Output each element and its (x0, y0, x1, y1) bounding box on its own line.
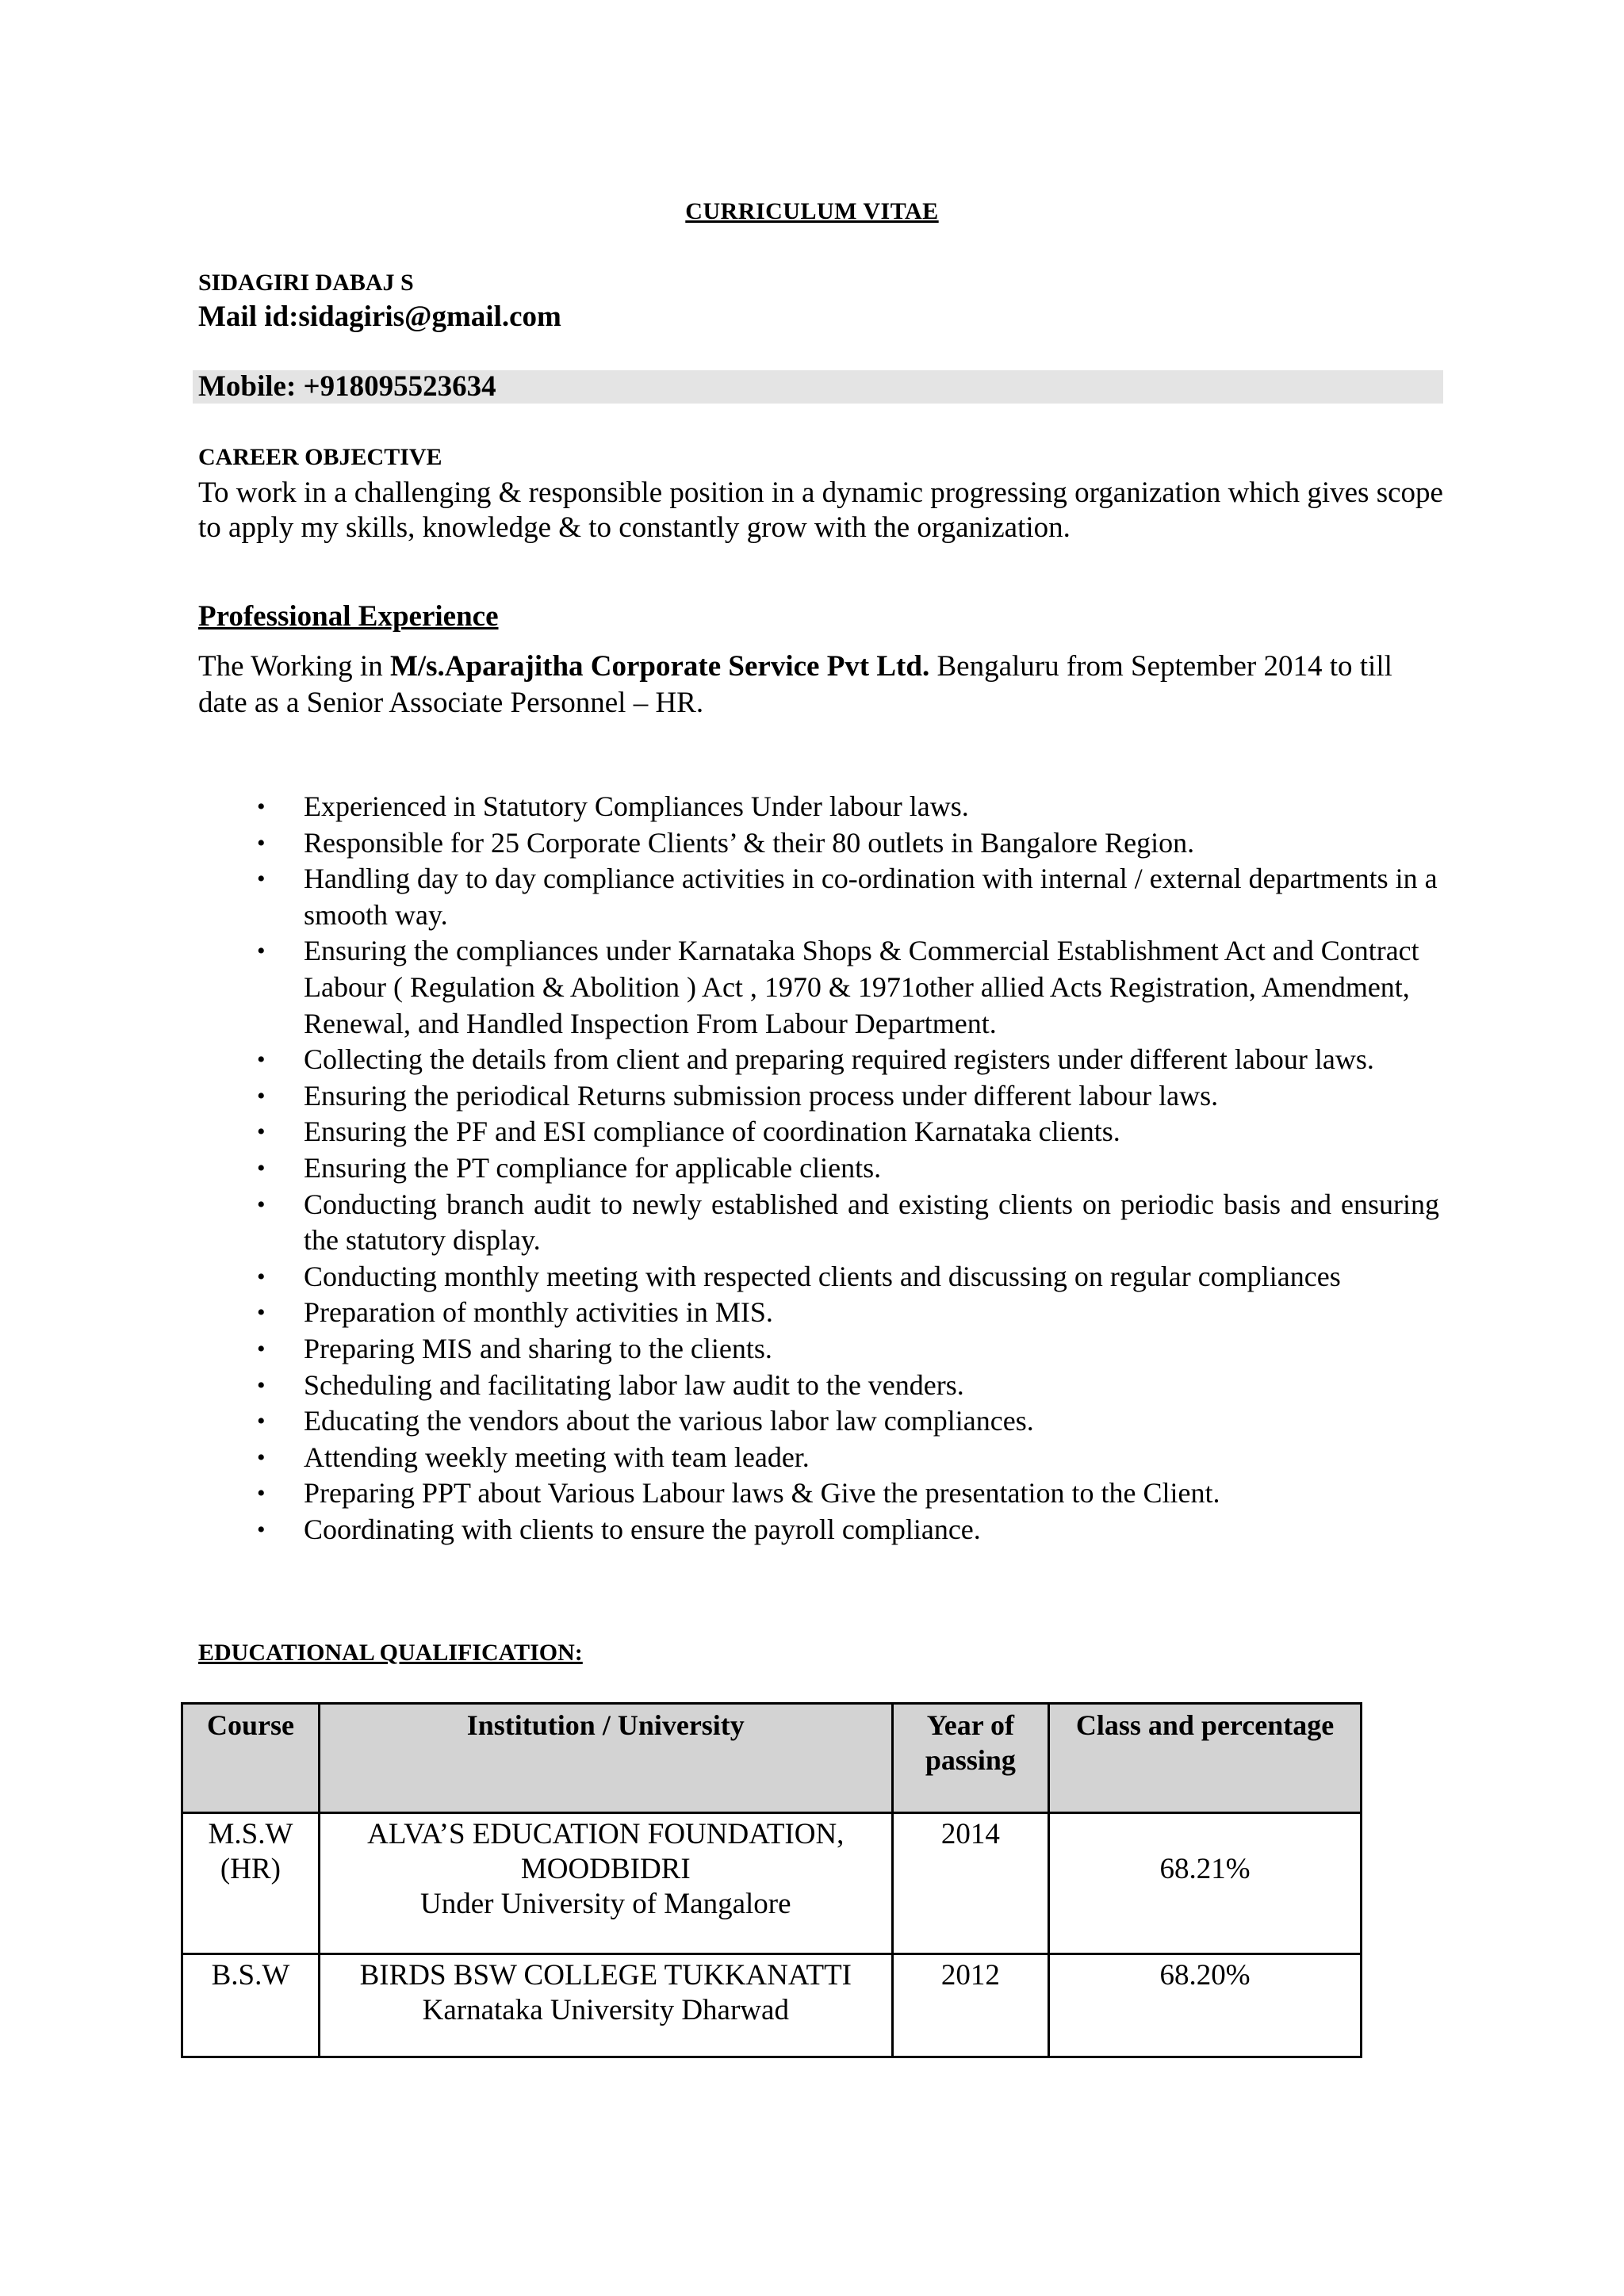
bullet-icon: • (257, 1299, 266, 1326)
bullet-icon: • (257, 1047, 266, 1073)
list-item: • Educating the vendors about the various labor law compliances. (198, 1403, 1439, 1440)
career-objective-heading: CAREER OBJECTIVE (198, 444, 442, 470)
course-cell: B.S.W (182, 1954, 320, 2057)
bullet-icon: • (257, 1263, 266, 1290)
bullet-icon: • (257, 829, 266, 856)
intro-suffix: Bengaluru from September 2014 to till date as a Senior Associate Personnel – HR. (198, 650, 1392, 719)
list-item: • Conducting monthly meeting with respected clients and discussing on regular compliances (198, 1259, 1439, 1295)
column-header-institution: Institution / University (319, 1704, 892, 1813)
duties-list (198, 789, 1439, 1548)
list-item: • Experienced in Statutory Compliances Under labour laws. (198, 789, 1439, 825)
table-header-row (182, 1704, 1362, 1813)
company-name: M/s.Aparajitha Corporate Service Pvt Ltd. (389, 650, 930, 683)
career-objective-text: To work in a challenging & responsible position in a dynamic progressing organization which gives scope to apply my skills, knowledge & to constantly grow with the organization. (198, 476, 1443, 544)
list-item: • Preparation of monthly activities in MIS. (198, 1295, 1439, 1331)
list-item: • Ensuring the PF and ESI compliance of coordination Karnataka clients. (198, 1114, 1439, 1150)
percentage-cell: 68.20% (1049, 1954, 1362, 2057)
list-item: • Preparing PPT about Various Labour laws & Give the presentation to the Client. (198, 1475, 1439, 1512)
list-item: • Attending weekly meeting with team leader. (198, 1440, 1439, 1476)
professional-experience-heading: Professional Experience (198, 600, 499, 633)
bullet-icon: • (257, 794, 266, 820)
bullet-icon: • (257, 1516, 266, 1543)
bullet-icon: • (257, 1119, 266, 1146)
percentage-cell: 68.21% (1049, 1813, 1362, 1954)
mobile-line: Mobile: +918095523634 (198, 370, 496, 403)
bullet-icon: • (257, 1335, 266, 1362)
intro-prefix: The Working in (198, 650, 390, 683)
bullet-icon: • (257, 938, 266, 965)
column-header-year: Year of passing (892, 1704, 1048, 1813)
document-title: CURRICULUM VITAE (685, 198, 939, 224)
bullet-icon: • (257, 1372, 266, 1399)
list-item: • Handling day to day compliance activities in co-ordination with internal / external departments in a smooth way. (257, 863, 1438, 931)
bullet-icon: • (257, 1408, 266, 1435)
education-table (181, 1702, 1362, 2058)
list-item: • Collecting the details from client and preparing required registers under different labour laws. (198, 1042, 1439, 1078)
list-item: • Ensuring the PT compliance for applicable clients. (198, 1150, 1439, 1187)
professional-experience-intro (198, 649, 1443, 721)
bullet-icon: • (257, 1191, 266, 1218)
educational-qualification-heading: EDUCATIONAL QUALIFICATION: (198, 1640, 583, 1666)
institution-cell: ALVA’S EDUCATION FOUNDATION, MOODBIDRI Under University of Mangalore (319, 1813, 892, 1954)
bullet-icon: • (257, 1480, 266, 1507)
email-line: Mail id:sidagiris@gmail.com (198, 300, 561, 333)
list-item: • Coordinating with clients to ensure the payroll compliance. (198, 1512, 1439, 1548)
bullet-icon: • (257, 1082, 266, 1109)
column-header-course: Course (182, 1704, 320, 1813)
bullet-icon: • (257, 866, 266, 893)
bullet-icon: • (257, 1154, 266, 1181)
candidate-name: SIDAGIRI DABAJ S (198, 270, 414, 296)
year-cell: 2012 (892, 1954, 1048, 2057)
list-item: • Ensuring the periodical Returns submission process under different labour laws. (198, 1078, 1439, 1115)
course-cell: M.S.W (HR) (182, 1813, 320, 1954)
list-item: • Conducting branch audit to newly established and existing clients on periodic basis and ensuring the statutory display. (257, 1188, 1439, 1257)
column-header-percentage: Class and percentage (1049, 1704, 1362, 1813)
year-cell: 2014 (892, 1813, 1048, 1954)
list-item: • Responsible for 25 Corporate Clients’ & their 80 outlets in Bangalore Region. (198, 825, 1439, 862)
list-item: • Ensuring the compliances under Karnataka Shops & Commercial Establishment Act and Contract Labour ( Regulation & Abolition ) Act , 1970 & 1971other allied Acts Registration, Amendment, Renewal, and Handled Inspection From Labour Department. (257, 935, 1419, 1039)
list-item: • Preparing MIS and sharing to the clients. (198, 1331, 1439, 1368)
bullet-icon: • (257, 1444, 266, 1471)
institution-cell: BIRDS BSW COLLEGE TUKKANATTI Karnataka University Dharwad (319, 1954, 892, 2057)
table-row (182, 1954, 1362, 2057)
table-row (182, 1813, 1362, 1954)
list-item: • Scheduling and facilitating labor law audit to the venders. (198, 1368, 1439, 1404)
